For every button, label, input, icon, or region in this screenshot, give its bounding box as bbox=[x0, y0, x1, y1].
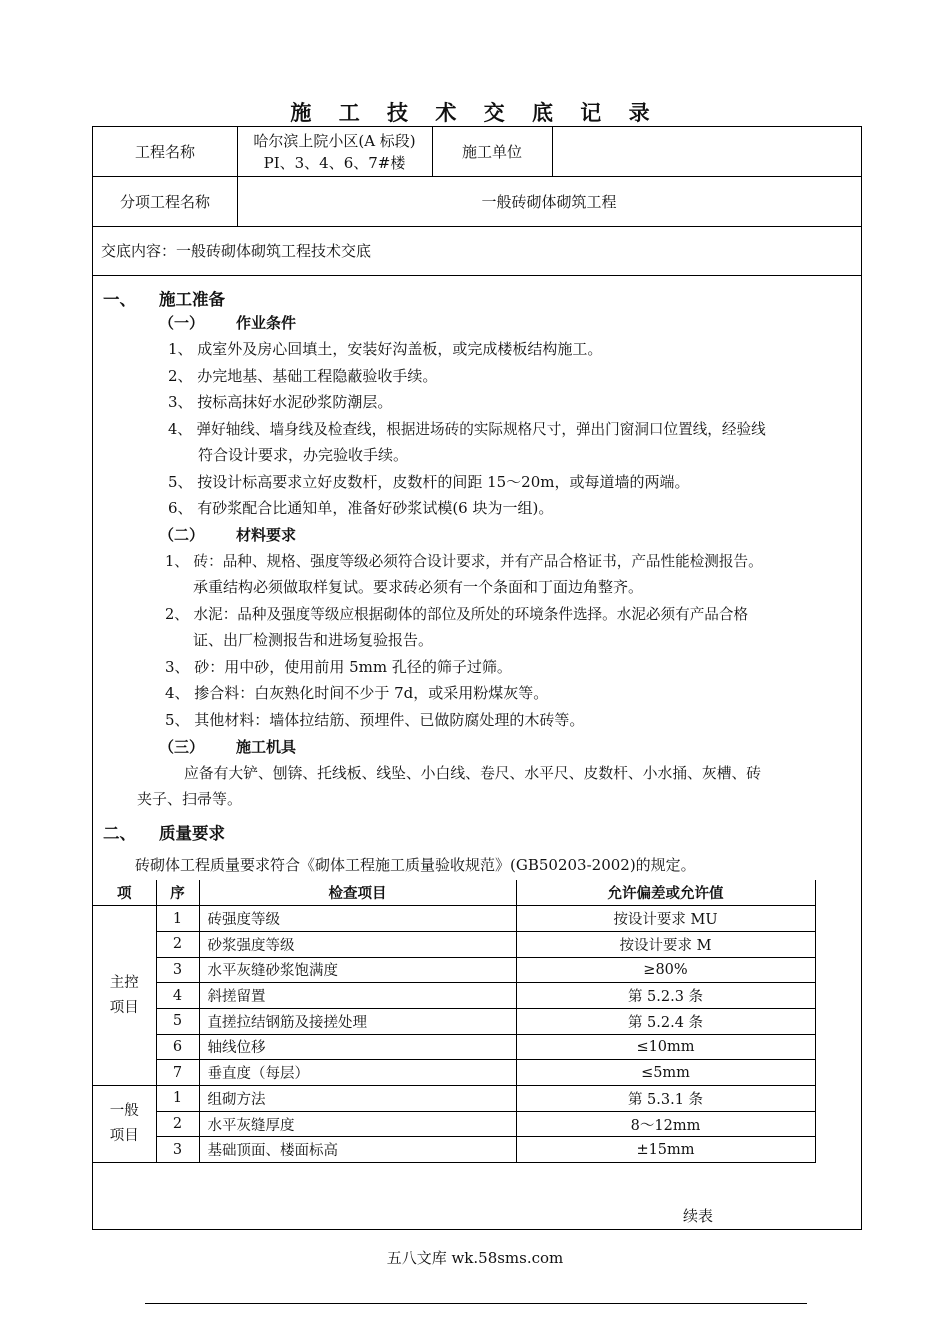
col-header-category: 项 bbox=[93, 880, 156, 906]
section1-title: 施工准备 bbox=[159, 290, 225, 309]
quality-intro: 砖砌体工程质量要求符合《砌体工程施工质量验收规范》(GB50203-2002)的规定。 bbox=[135, 856, 696, 874]
list-item: 1、 成室外及房心回填土，安装好沟盖板，或完成楼板结构施工。 bbox=[168, 340, 603, 358]
list-item: 4、 弹好轴线、墙身线及检查线，根据进场砖的实际规格尺寸，弹出门窗洞口位置线，经验线 bbox=[168, 421, 766, 438]
sub2-number: （二） bbox=[159, 526, 205, 544]
section1-number: 一、 bbox=[103, 290, 136, 309]
sub1-title: 作业条件 bbox=[236, 314, 297, 332]
list-item: 2、 办完地基、基础工程隐蔽验收手续。 bbox=[168, 367, 438, 385]
list-item: 4、 掺合料：白灰熟化时间不少于 7d，或采用粉煤灰等。 bbox=[165, 684, 549, 702]
list-item: 5、 其他材料：墙体拉结筋、预埋件、已做防腐处理的木砖等。 bbox=[165, 711, 585, 729]
sub-project-row bbox=[93, 177, 861, 227]
list-item-cont: 承重结构必须做取样复试。要求砖必须有一个条面和丁面边角整齐。 bbox=[193, 578, 644, 596]
table-row: 2 砂浆强度等级 按设计要求 M bbox=[93, 931, 815, 957]
sub2-title: 材料要求 bbox=[236, 526, 297, 544]
list-item-cont: 符合设计要求，办完验收手续。 bbox=[198, 446, 409, 464]
sub1-number: （一） bbox=[159, 314, 205, 332]
sub-project-value: 一般砖砌体砌筑工程 bbox=[481, 192, 617, 211]
sub3-number: （三） bbox=[159, 738, 205, 756]
list-item: 1、 砖：品种、规格、强度等级必须符合设计要求，并有产品合格证书，产品性能检测报告。 bbox=[165, 553, 763, 570]
project-name-value bbox=[237, 127, 432, 176]
disclosure-content: 交底内容：一般砖砌体砌筑工程技术交底 bbox=[101, 242, 372, 260]
table-row: 4 斜搓留置 第 5.2.3 条 bbox=[93, 983, 815, 1009]
table-row: 3 基础顶面、楼面标高 ±15mm bbox=[93, 1137, 815, 1163]
list-item: 5、 按设计标高要求立好皮数杆，皮数杆的间距 15～20m，或每道墙的两端。 bbox=[168, 473, 690, 491]
continued-label: 续表 bbox=[683, 1207, 714, 1225]
col-header-item: 检查项目 bbox=[199, 880, 516, 906]
section2-title: 质量要求 bbox=[159, 824, 225, 843]
tools-text-cont: 夹子、扫帚等。 bbox=[137, 790, 243, 808]
record-form bbox=[92, 126, 862, 1230]
list-item: 3、 按标高抹好水泥砂浆防潮层。 bbox=[168, 393, 393, 411]
project-name-line2: PI、3、4、6、7#楼 bbox=[263, 153, 406, 172]
list-item: 2、 水泥：品种及强度等级应根据砌体的部位及所处的环境条件选择。水泥必须有产品合格 bbox=[165, 606, 749, 623]
list-item: 3、 砂：用中砂，使用前用 5mm 孔径的筛子过筛。 bbox=[165, 658, 512, 676]
tools-text: 应备有大铲、刨锛、托线板、线坠、小白线、卷尺、水平尺、皮数杆、小水捅、灰槽、砖 bbox=[184, 765, 762, 782]
table-row: 7 垂直度（每层） ≤5mm bbox=[93, 1060, 815, 1086]
list-item: 6、 有砂浆配合比通知单，准备好砂浆试模(6 块为一组)。 bbox=[168, 499, 554, 517]
contractor-label: 施工单位 bbox=[461, 142, 522, 161]
project-row bbox=[93, 127, 861, 177]
col-header-tolerance: 允许偏差或允许值 bbox=[516, 880, 815, 906]
list-item-cont: 证、出厂检测报告和进场复验报告。 bbox=[193, 631, 434, 649]
footer-watermark: 五八文库 wk.58sms.com bbox=[386, 1249, 564, 1267]
group-general: 一般 项目 bbox=[93, 1086, 156, 1163]
table-row: 5 直搓拉结钢筋及接搓处理 第 5.2.4 条 bbox=[93, 1008, 815, 1034]
table-row: 一般 项目 1 组砌方法 第 5.3.1 条 bbox=[93, 1086, 815, 1112]
sub-project-label: 分项工程名称 bbox=[119, 192, 210, 211]
document-title: 施 工 技 术 交 底 记 录 bbox=[290, 101, 660, 125]
section2-number: 二、 bbox=[103, 824, 136, 843]
col-header-no: 序 bbox=[156, 880, 199, 906]
sub3-title: 施工机具 bbox=[236, 738, 297, 756]
project-name-label: 工程名称 bbox=[134, 142, 195, 161]
quality-table bbox=[93, 880, 816, 1163]
table-row: 2 水平灰缝厚度 8～12mm bbox=[93, 1111, 815, 1137]
footer-divider bbox=[145, 1303, 807, 1304]
table-row: 6 轴线位移 ≤10mm bbox=[93, 1034, 815, 1060]
contractor-value bbox=[552, 127, 861, 176]
disclosure-row bbox=[93, 227, 861, 276]
group-main-control: 主控 项目 bbox=[93, 906, 156, 1086]
table-row: 主控 项目 1 砖强度等级 按设计要求 MU bbox=[93, 906, 815, 932]
project-name-line1: 哈尔滨上院小区(A 标段) bbox=[253, 131, 416, 150]
table-header-row bbox=[93, 880, 815, 906]
table-row: 3 水平灰缝砂浆饱满度 ≥80% bbox=[93, 957, 815, 983]
